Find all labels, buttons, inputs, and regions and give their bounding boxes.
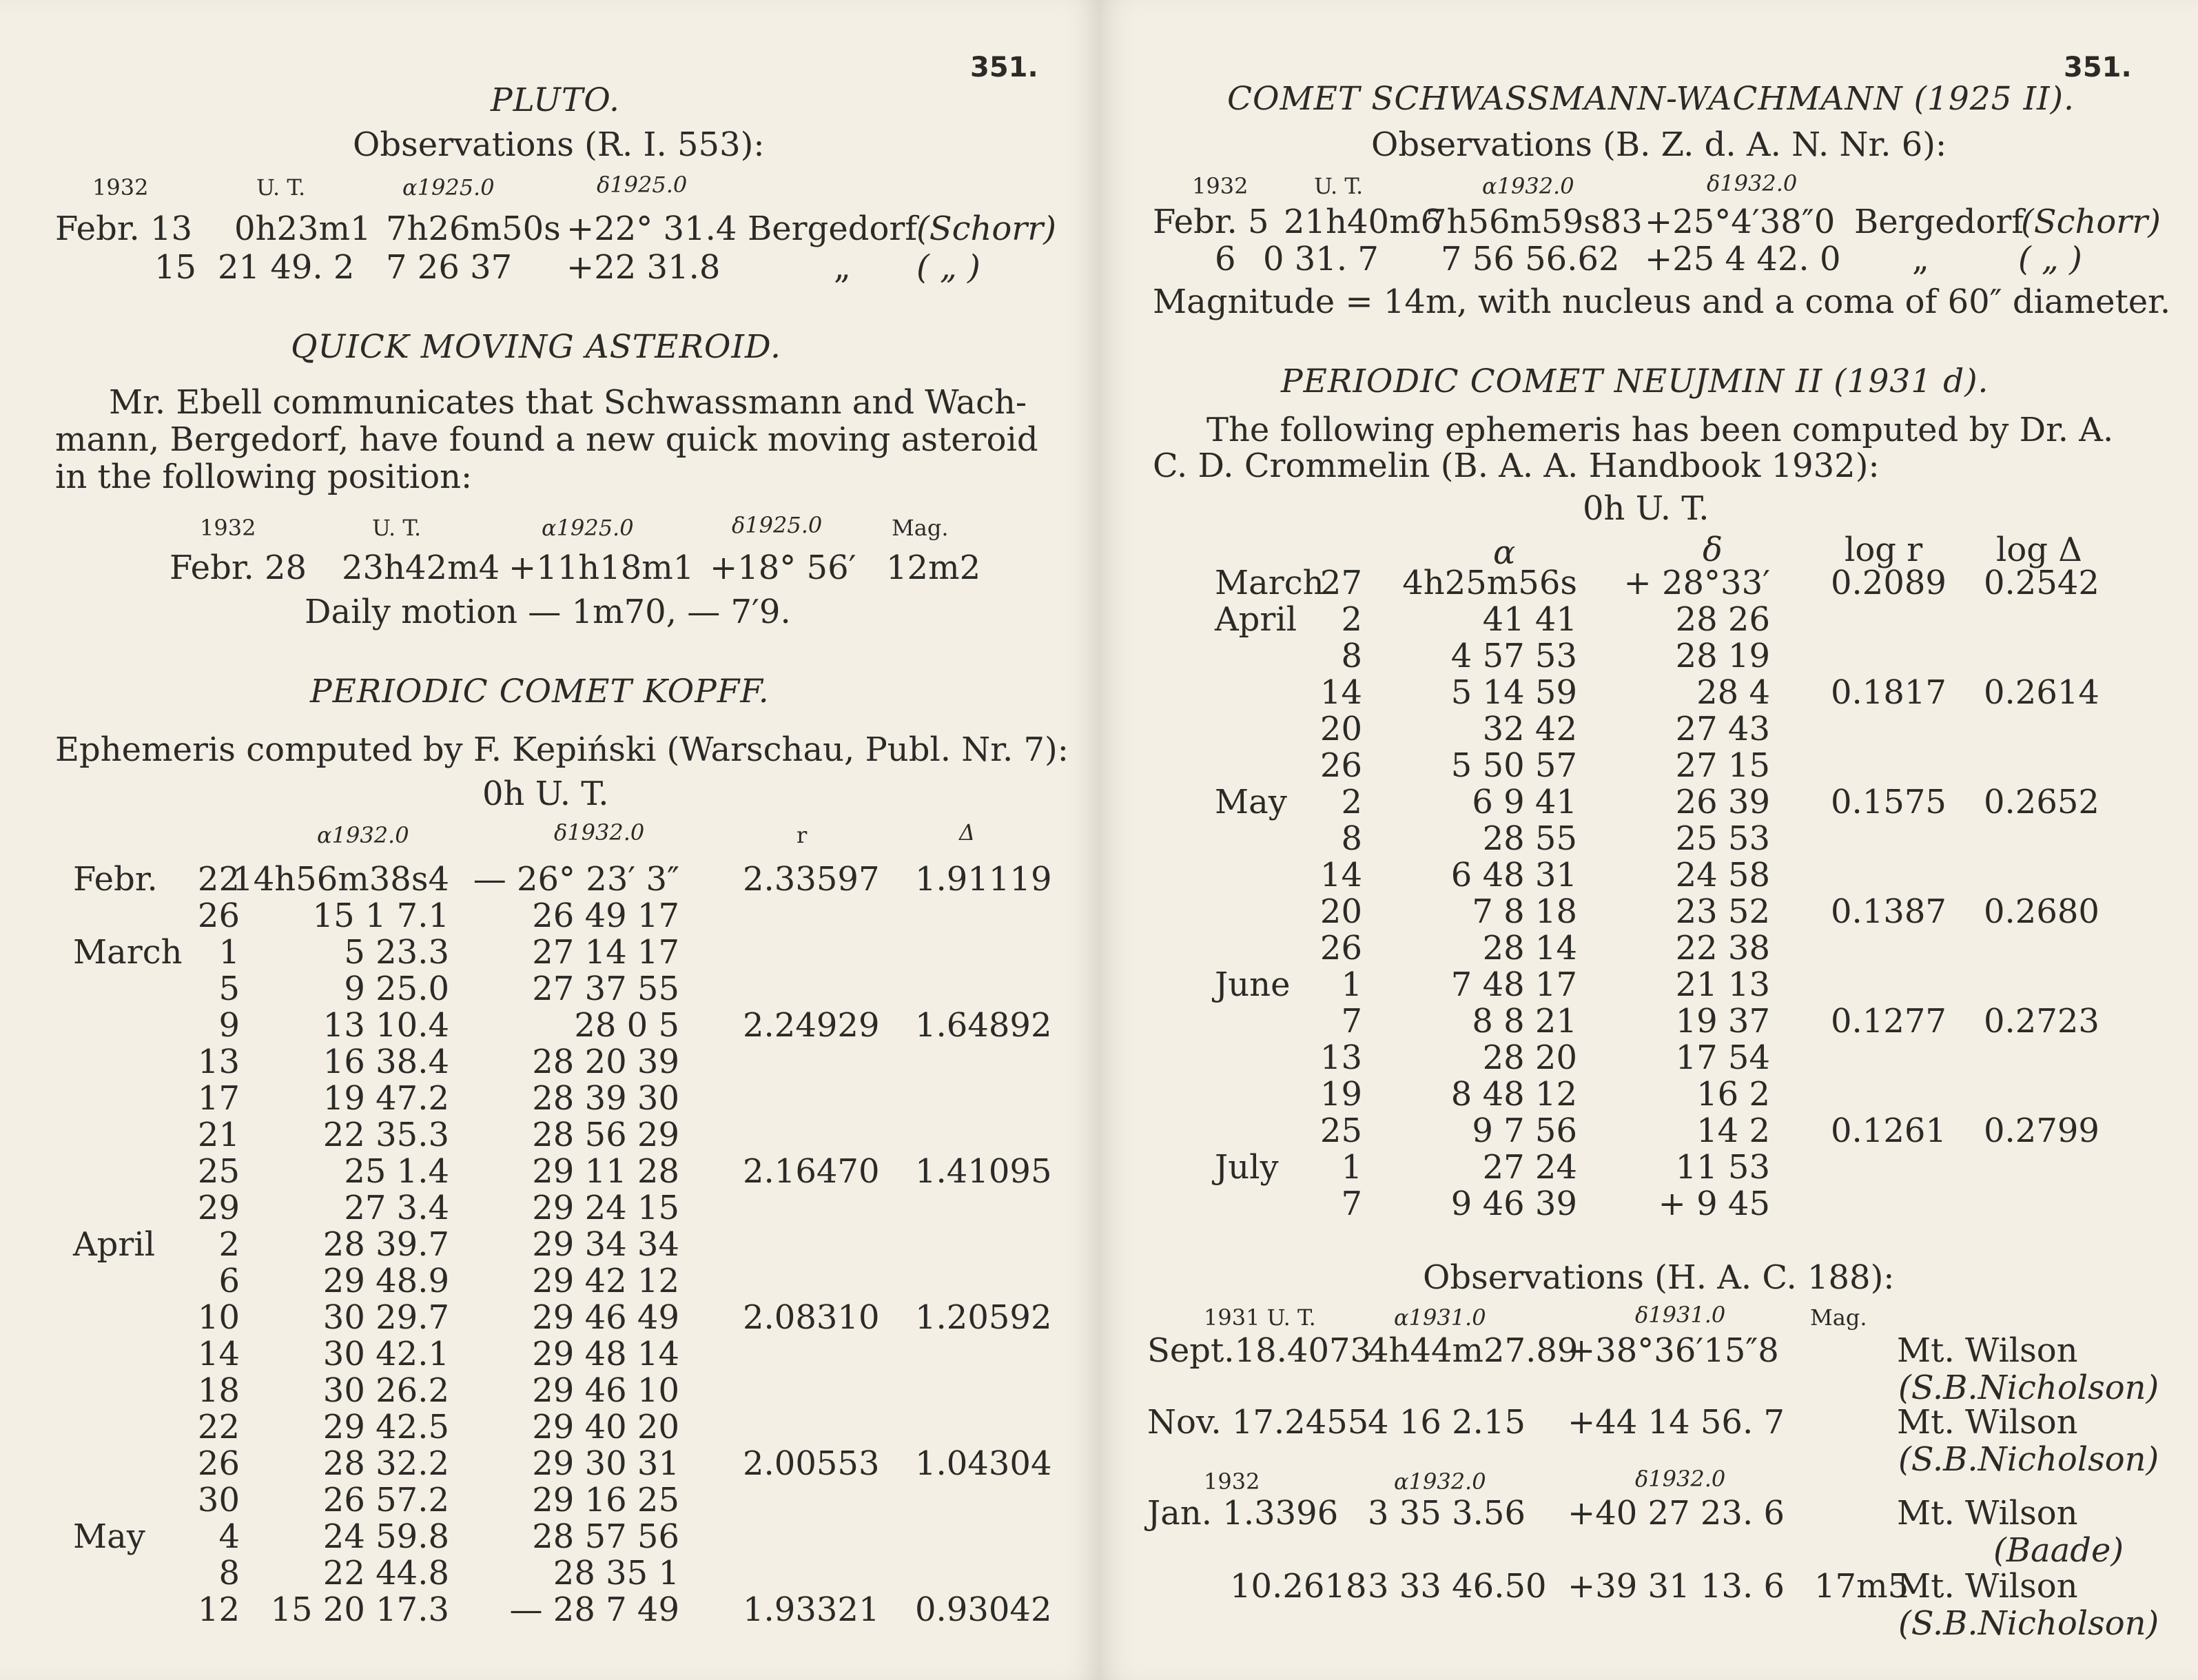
neujmin-header-log-r: log r — [1845, 531, 1923, 569]
neujmin-day: 8 — [1341, 637, 1362, 675]
kopff-day: 26 — [197, 1444, 240, 1483]
neujmin-obs-place: Mt. Wilson — [1897, 1494, 2078, 1533]
neujmin-day: 13 — [1319, 1038, 1362, 1077]
section-title-neujmin: PERIODIC COMET NEUJMIN II (1931 d). — [1281, 362, 1989, 400]
neujmin-obs-date: 10.2618 — [1230, 1567, 1367, 1606]
kopff-ra: 19 47.2 — [322, 1079, 449, 1118]
section-title-pluto: PLUTO. — [491, 81, 620, 119]
neujmin-obs-header-dec: δ1931.0 — [1635, 1302, 1726, 1328]
page-number: 351. — [970, 52, 1038, 83]
neujmin-day: 14 — [1319, 856, 1362, 894]
kopff-table-row — [0, 1079, 679, 1118]
neujmin-obs-date: Nov. 17.2455 — [1147, 1403, 1369, 1442]
pluto-row-ra: 7h26m50s — [386, 209, 561, 248]
page-number: 351. — [2064, 52, 2132, 83]
asteroid-dec: +18° 56′ — [710, 549, 856, 587]
pluto-header-dec: δ1925.0 — [597, 172, 688, 198]
neujmin-dec: 28 19 — [1675, 637, 1770, 675]
neujmin-ra: 9 7 56 — [1472, 1112, 1577, 1150]
neujmin-dec: 19 37 — [1675, 1002, 1770, 1041]
neujmin-ra: 4h25m56s — [1402, 564, 1577, 602]
pluto-row-observer: ( „ ) — [916, 248, 980, 287]
neujmin-table-row — [1099, 600, 1770, 639]
neujmin-obs-place: Mt. Wilson — [1897, 1331, 2078, 1370]
neujmin-table-row — [1099, 1038, 1770, 1077]
kopff-day: 21 — [197, 1116, 240, 1154]
kopff-delta: 0.93042 — [915, 1590, 1052, 1629]
pluto-row-ut: 21 49. 2 — [218, 248, 355, 287]
neujmin-obs-ra: 3 33 46.50 — [1368, 1567, 1547, 1606]
neujmin-ra: 27 24 — [1482, 1148, 1577, 1187]
neujmin-obs-place: Mt. Wilson — [1897, 1403, 2078, 1442]
schwassmann-row-dec: +25°4′38″0 — [1645, 203, 1836, 241]
kopff-day: 26 — [197, 897, 240, 935]
kopff-day: 1 — [218, 933, 240, 972]
kopff-r: 2.24929 — [743, 1006, 880, 1045]
neujmin-month: March — [1215, 564, 1324, 602]
neujmin-ra: 28 55 — [1482, 819, 1577, 858]
kopff-dec: 29 16 25 — [532, 1481, 679, 1519]
asteroid-header-ut: U. T. — [372, 515, 422, 541]
neujmin-observations-title: Observations (H. A. C. 188): — [1423, 1258, 1895, 1297]
kopff-day: 30 — [197, 1481, 240, 1519]
kopff-table-row — [0, 1262, 679, 1300]
schwassmann-row-ut: 0 31. 7 — [1263, 240, 1379, 278]
asteroid-mag: 12m2 — [886, 549, 981, 587]
neujmin-day: 7 — [1341, 1185, 1362, 1223]
kopff-table-row — [0, 1554, 679, 1592]
neujmin-table-row — [1099, 710, 1770, 748]
schwassmann-row-place: Bergedorf — [1854, 203, 2024, 241]
neujmin-table-row — [1099, 1002, 2099, 1041]
asteroid-paragraph-line: mann, Bergedorf, have found a new quick moving asteroid — [55, 420, 1038, 459]
neujmin-day: 20 — [1319, 892, 1362, 931]
neujmin-table-row — [1099, 965, 1770, 1004]
kopff-ra: 24 59.8 — [322, 1517, 449, 1556]
neujmin-obs-observer: (Baade) — [1993, 1531, 2124, 1570]
schwassmann-header-ra: α1932.0 — [1482, 173, 1574, 199]
kopff-dec: 28 20 39 — [532, 1043, 679, 1081]
neujmin-obs-observer: (S.B.Nicholson) — [1898, 1440, 2159, 1479]
neujmin-ra: 6 9 41 — [1472, 783, 1577, 821]
kopff-header-r: r — [797, 822, 808, 848]
kopff-dec: 29 11 28 — [532, 1152, 679, 1191]
neujmin-obs-header-year-ut: 1931 U. T. — [1204, 1304, 1316, 1331]
neujmin-day: 20 — [1319, 710, 1362, 748]
kopff-day: 18 — [197, 1371, 240, 1410]
pluto-row-place: „ — [834, 248, 851, 287]
neujmin-dec: 17 54 — [1675, 1038, 1770, 1077]
kopff-dec: — 26° 23′ 3″ — [473, 860, 679, 899]
neujmin-day: 1 — [1341, 1148, 1362, 1187]
neujmin-paragraph-line: C. D. Crommelin (B. A. A. Handbook 1932): — [1153, 447, 1880, 485]
neujmin-day: 26 — [1319, 746, 1362, 785]
schwassmann-row-observer: (Schorr) — [2021, 203, 2161, 241]
neujmin-paragraph-line: The following ephemeris has been computed by Dr. A. — [1206, 411, 2114, 449]
kopff-table-row — [0, 1335, 679, 1373]
neujmin-table-row — [1099, 1075, 1770, 1114]
kopff-table-row — [0, 1481, 679, 1519]
pluto-row-observer: (Schorr) — [916, 209, 1056, 248]
kopff-table-row — [0, 970, 679, 1008]
neujmin-obs-dec: +40 27 23. 6 — [1568, 1494, 1785, 1533]
neujmin-day: 2 — [1341, 600, 1362, 639]
pluto-row-place: Bergedorf — [748, 209, 918, 248]
neujmin-log-r: 0.1575 — [1831, 783, 1947, 821]
kopff-dec: 29 46 49 — [532, 1298, 679, 1337]
neujmin-log-r: 0.1387 — [1831, 892, 1947, 931]
kopff-table-row — [0, 1006, 1052, 1045]
kopff-delta: 1.04304 — [915, 1444, 1052, 1483]
schwassmann-header-ut: U. T. — [1314, 173, 1364, 199]
kopff-r: 2.16470 — [743, 1152, 880, 1191]
neujmin-dec: 25 53 — [1675, 819, 1770, 858]
neujmin-table-row — [1099, 673, 2099, 712]
kopff-day: 14 — [197, 1335, 240, 1373]
neujmin-obs-ra: 3 35 3.56 — [1368, 1494, 1526, 1533]
section-title-schwassmann: COMET SCHWASSMANN-WACHMANN (1925 II). — [1227, 80, 2075, 118]
neujmin-dec: 27 15 — [1675, 746, 1770, 785]
kopff-day: 10 — [197, 1298, 240, 1337]
kopff-r: 2.08310 — [743, 1298, 880, 1337]
neujmin-obs-header-mag: Mag. — [1810, 1304, 1867, 1331]
asteroid-header-dec: δ1925.0 — [732, 512, 823, 538]
right-page — [1099, 0, 2198, 1680]
neujmin-log-r: 0.1261 — [1831, 1112, 1947, 1150]
neujmin-ra: 32 42 — [1482, 710, 1577, 748]
neujmin-dec: 14 2 — [1696, 1112, 1770, 1150]
neujmin-dec: + 28°33′ — [1623, 564, 1770, 602]
neujmin-day: 7 — [1341, 1002, 1362, 1041]
neujmin-obs-dec: +38°36′15″8 — [1568, 1331, 1779, 1370]
neujmin-month: June — [1215, 965, 1291, 1004]
neujmin-dec: 26 39 — [1675, 783, 1770, 821]
pluto-subtitle: Observations (R. I. 553): — [353, 125, 765, 164]
kopff-intro: Ephemeris computed by F. Kepiński (Warschau, Publ. Nr. 7): — [55, 730, 1069, 769]
kopff-dec: 28 35 1 — [553, 1554, 679, 1592]
kopff-day: 9 — [218, 1006, 240, 1045]
schwassmann-header-dec: δ1932.0 — [1707, 170, 1798, 196]
neujmin-dec: 28 4 — [1696, 673, 1770, 712]
neujmin-ra: 8 8 21 — [1472, 1002, 1577, 1041]
neujmin-dec: 27 43 — [1675, 710, 1770, 748]
kopff-ra: 30 42.1 — [322, 1335, 449, 1373]
neujmin-dec: 11 53 — [1675, 1148, 1770, 1187]
kopff-dec: 29 30 31 — [532, 1444, 679, 1483]
kopff-day: 29 — [197, 1189, 240, 1227]
kopff-ra: 25 1.4 — [344, 1152, 449, 1191]
kopff-ra: 22 44.8 — [322, 1554, 449, 1592]
asteroid-header-ra: α1925.0 — [542, 515, 634, 541]
pluto-header-ut: U. T. — [256, 174, 306, 201]
pluto-row-ra: 7 26 37 — [386, 248, 513, 287]
kopff-ra: 16 38.4 — [322, 1043, 449, 1081]
neujmin-log-r: 0.1277 — [1831, 1002, 1947, 1041]
kopff-dec: 27 14 17 — [532, 933, 679, 972]
schwassmann-header-year: 1932 — [1192, 173, 1249, 199]
kopff-day: 4 — [218, 1517, 240, 1556]
neujmin-obs-ra: 4h44m27.89 — [1368, 1331, 1579, 1370]
kopff-table-row — [0, 1517, 679, 1556]
neujmin-day: 2 — [1341, 783, 1362, 821]
pluto-row-dec: +22 31.8 — [566, 248, 721, 287]
asteroid-header-year: 1932 — [200, 515, 256, 541]
kopff-table-row — [0, 1408, 679, 1446]
kopff-ra: 26 57.2 — [322, 1481, 449, 1519]
kopff-delta: 1.91119 — [915, 860, 1052, 899]
neujmin-table-row — [1099, 892, 2099, 931]
neujmin-table-row — [1099, 1112, 2099, 1150]
kopff-ra: 29 48.9 — [322, 1262, 449, 1300]
asteroid-ut: 23h42m4 — [342, 549, 500, 587]
neujmin-log-delta: 0.2652 — [1984, 783, 2099, 821]
pluto-row-dec: +22° 31.4 — [566, 209, 737, 248]
kopff-table-row — [0, 860, 1052, 899]
neujmin-table-row — [1099, 637, 1770, 675]
kopff-ra: 29 42.5 — [322, 1408, 449, 1446]
pluto-row-date: Febr. 13 — [55, 209, 193, 248]
neujmin-log-delta: 0.2614 — [1984, 673, 2099, 712]
kopff-ra: 9 25.0 — [344, 970, 449, 1008]
kopff-ra: 30 26.2 — [322, 1371, 449, 1410]
kopff-table-row — [0, 897, 679, 935]
neujmin-header-log-delta: log Δ — [1996, 531, 2082, 569]
kopff-table-row — [0, 1298, 1052, 1337]
neujmin-ra: 8 48 12 — [1450, 1075, 1577, 1114]
kopff-ra: 5 23.3 — [344, 933, 449, 972]
neujmin-obs-date: Sept.18.4073 — [1147, 1331, 1372, 1370]
neujmin-header-ra: α — [1493, 533, 1516, 572]
kopff-table-row — [0, 1043, 679, 1081]
schwassmann-row-ut: 21h40m6 — [1284, 203, 1442, 241]
kopff-month: March — [73, 933, 183, 972]
neujmin-ra: 7 8 18 — [1472, 892, 1577, 931]
schwassmann-row-observer: ( „ ) — [2018, 240, 2082, 278]
schwassmann-row-ra: 7 56 56.62 — [1441, 240, 1620, 278]
pluto-row-date: 15 — [154, 248, 197, 287]
schwassmann-row-dec: +25 4 42. 0 — [1645, 240, 1841, 278]
neujmin-dec: 16 2 — [1696, 1075, 1770, 1114]
neujmin-log-r: 0.1817 — [1831, 673, 1947, 712]
kopff-ra: 14h56m38s4 — [232, 860, 449, 899]
neujmin-month: May — [1215, 783, 1287, 821]
schwassmann-row-ra: 7h56m59s83 — [1426, 203, 1643, 241]
kopff-header-dec: δ1932.0 — [554, 819, 645, 846]
kopff-dec: 28 0 5 — [574, 1006, 679, 1045]
kopff-ra: 28 32.2 — [322, 1444, 449, 1483]
asteroid-daily-motion: Daily motion — 1m70, — 7′9. — [305, 593, 791, 631]
schwassmann-magnitude: Magnitude = 14m, with nucleus and a coma of 60″ diameter. — [1153, 283, 2171, 321]
kopff-delta: 1.41095 — [915, 1152, 1052, 1191]
neujmin-ra: 5 50 57 — [1450, 746, 1577, 785]
neujmin-day: 14 — [1319, 673, 1362, 712]
neujmin-table-row — [1099, 783, 2099, 821]
neujmin-dec: 28 26 — [1675, 600, 1770, 639]
neujmin-obs-observer: (S.B.Nicholson) — [1898, 1604, 2159, 1643]
schwassmann-row-date: 6 — [1215, 240, 1236, 278]
kopff-dec: 29 40 20 — [532, 1408, 679, 1446]
neujmin-day: 25 — [1319, 1112, 1362, 1150]
kopff-day: 22 — [197, 860, 240, 899]
neujmin-time-label: 0h U. T. — [1583, 489, 1709, 528]
neujmin-ra: 41 41 — [1482, 600, 1577, 639]
neujmin-obs-header-ra: α1931.0 — [1394, 1304, 1486, 1331]
neujmin-dec: 22 38 — [1675, 929, 1770, 967]
kopff-header-ra: α1932.0 — [317, 822, 409, 848]
kopff-day: 22 — [197, 1408, 240, 1446]
kopff-dec: 28 56 29 — [532, 1116, 679, 1154]
asteroid-header-mag: Mag. — [892, 515, 949, 541]
asteroid-ra: +11h18m1 — [509, 549, 695, 587]
kopff-day: 2 — [218, 1225, 240, 1264]
kopff-delta: 1.64892 — [915, 1006, 1052, 1045]
kopff-table-row — [0, 1225, 679, 1264]
kopff-dec: 28 57 56 — [532, 1517, 679, 1556]
kopff-r: 2.00553 — [743, 1444, 880, 1483]
neujmin-month: April — [1215, 600, 1297, 639]
neujmin-log-delta: 0.2723 — [1984, 1002, 2099, 1041]
neujmin-day: 27 — [1319, 564, 1362, 602]
kopff-ra: 30 29.7 — [322, 1298, 449, 1337]
neujmin-obs-dec: +44 14 56. 7 — [1568, 1403, 1785, 1442]
kopff-ra: 27 3.4 — [344, 1189, 449, 1227]
neujmin-table-row — [1099, 929, 1770, 967]
kopff-time-label: 0h U. T. — [482, 775, 609, 813]
kopff-dec: 26 49 17 — [532, 897, 679, 935]
neujmin-table-row — [1099, 856, 1770, 894]
neujmin-header-dec: δ — [1703, 531, 1723, 569]
kopff-dec: 29 48 14 — [532, 1335, 679, 1373]
kopff-r: 2.33597 — [743, 860, 880, 899]
neujmin-ra: 5 14 59 — [1450, 673, 1577, 712]
kopff-day: 17 — [197, 1079, 240, 1118]
kopff-dec: 29 24 15 — [532, 1189, 679, 1227]
kopff-dec: 29 42 12 — [532, 1262, 679, 1300]
neujmin-table-row — [1099, 1148, 1770, 1187]
kopff-dec: 29 46 10 — [532, 1371, 679, 1410]
kopff-ra: 13 10.4 — [322, 1006, 449, 1045]
neujmin-obs-header-dec: δ1932.0 — [1635, 1466, 1726, 1492]
kopff-dec: 27 37 55 — [532, 970, 679, 1008]
neujmin-day: 1 — [1341, 965, 1362, 1004]
pluto-header-ra: α1925.0 — [402, 174, 495, 201]
kopff-header-delta: Δ — [959, 819, 976, 846]
neujmin-day: 19 — [1319, 1075, 1362, 1114]
kopff-dec: 28 39 30 — [532, 1079, 679, 1118]
neujmin-obs-date: Jan. 1.3396 — [1147, 1494, 1339, 1533]
asteroid-paragraph-line: Mr. Ebell communicates that Schwassmann and Wach- — [109, 383, 1027, 422]
neujmin-ra: 28 20 — [1482, 1038, 1577, 1077]
neujmin-obs-ra: 4 16 2.15 — [1368, 1403, 1526, 1442]
kopff-table-row — [0, 1152, 1052, 1191]
neujmin-log-delta: 0.2680 — [1984, 892, 2099, 931]
neujmin-ra: 6 48 31 — [1450, 856, 1577, 894]
kopff-table-row — [0, 1116, 679, 1154]
neujmin-obs-mag: 17m5 — [1814, 1567, 1909, 1606]
kopff-ra: 22 35.3 — [322, 1116, 449, 1154]
kopff-ra: 28 39.7 — [322, 1225, 449, 1264]
kopff-delta: 1.20592 — [915, 1298, 1052, 1337]
neujmin-obs-dec: +39 31 13. 6 — [1568, 1567, 1785, 1606]
kopff-day: 13 — [197, 1043, 240, 1081]
neujmin-ra: 28 14 — [1482, 929, 1577, 967]
pluto-row-ut: 0h23m1 — [234, 209, 371, 248]
neujmin-day: 26 — [1319, 929, 1362, 967]
neujmin-obs-header-ra: α1932.0 — [1394, 1468, 1486, 1495]
asteroid-date: Febr. 28 — [170, 549, 307, 587]
neujmin-dec: 21 13 — [1675, 965, 1770, 1004]
neujmin-ra: 7 48 17 — [1450, 965, 1577, 1004]
section-title-asteroid: QUICK MOVING ASTEROID. — [291, 328, 781, 366]
neujmin-obs-place: Mt. Wilson — [1897, 1567, 2078, 1606]
kopff-day: 25 — [197, 1152, 240, 1191]
kopff-table-row — [0, 1590, 1052, 1629]
pluto-header-year: 1932 — [92, 174, 149, 201]
kopff-month: May — [73, 1517, 145, 1556]
kopff-day: 8 — [218, 1554, 240, 1592]
kopff-month: April — [73, 1225, 156, 1264]
kopff-day: 12 — [197, 1590, 240, 1629]
kopff-day: 6 — [218, 1262, 240, 1300]
neujmin-table-row — [1099, 746, 1770, 785]
schwassmann-row-date: Febr. 5 — [1153, 203, 1269, 241]
kopff-dec: 29 34 34 — [532, 1225, 679, 1264]
neujmin-log-delta: 0.2799 — [1984, 1112, 2099, 1150]
schwassmann-subtitle: Observations (B. Z. d. A. N. Nr. 6): — [1371, 125, 1947, 164]
schwassmann-row-place: „ — [1912, 240, 1929, 278]
kopff-r: 1.93321 — [743, 1590, 880, 1629]
kopff-month: Febr. — [73, 860, 158, 899]
neujmin-ra: 4 57 53 — [1450, 637, 1577, 675]
neujmin-dec: 23 52 — [1675, 892, 1770, 931]
kopff-table-row — [0, 933, 679, 972]
section-title-kopff: PERIODIC COMET KOPFF. — [310, 673, 770, 710]
neujmin-day: 8 — [1341, 819, 1362, 858]
neujmin-ra: 9 46 39 — [1450, 1185, 1577, 1223]
kopff-table-row — [0, 1444, 1052, 1483]
kopff-dec: — 28 7 49 — [509, 1590, 679, 1629]
neujmin-dec: 24 58 — [1675, 856, 1770, 894]
neujmin-table-row — [1099, 564, 2099, 602]
kopff-table-row — [0, 1189, 679, 1227]
kopff-ra: 15 20 17.3 — [270, 1590, 449, 1629]
asteroid-paragraph-line: in the following position: — [55, 458, 473, 496]
neujmin-table-row — [1099, 819, 1770, 858]
neujmin-obs-observer: (S.B.Nicholson) — [1898, 1369, 2159, 1407]
kopff-ra: 15 1 7.1 — [312, 897, 449, 935]
kopff-table-row — [0, 1371, 679, 1410]
neujmin-log-delta: 0.2542 — [1984, 564, 2099, 602]
neujmin-log-r: 0.2089 — [1831, 564, 1947, 602]
neujmin-month: July — [1215, 1148, 1279, 1187]
kopff-day: 5 — [218, 970, 240, 1008]
neujmin-obs-header-year: 1932 — [1204, 1468, 1260, 1495]
neujmin-dec: + 9 45 — [1658, 1185, 1770, 1223]
neujmin-table-row — [1099, 1185, 1770, 1223]
